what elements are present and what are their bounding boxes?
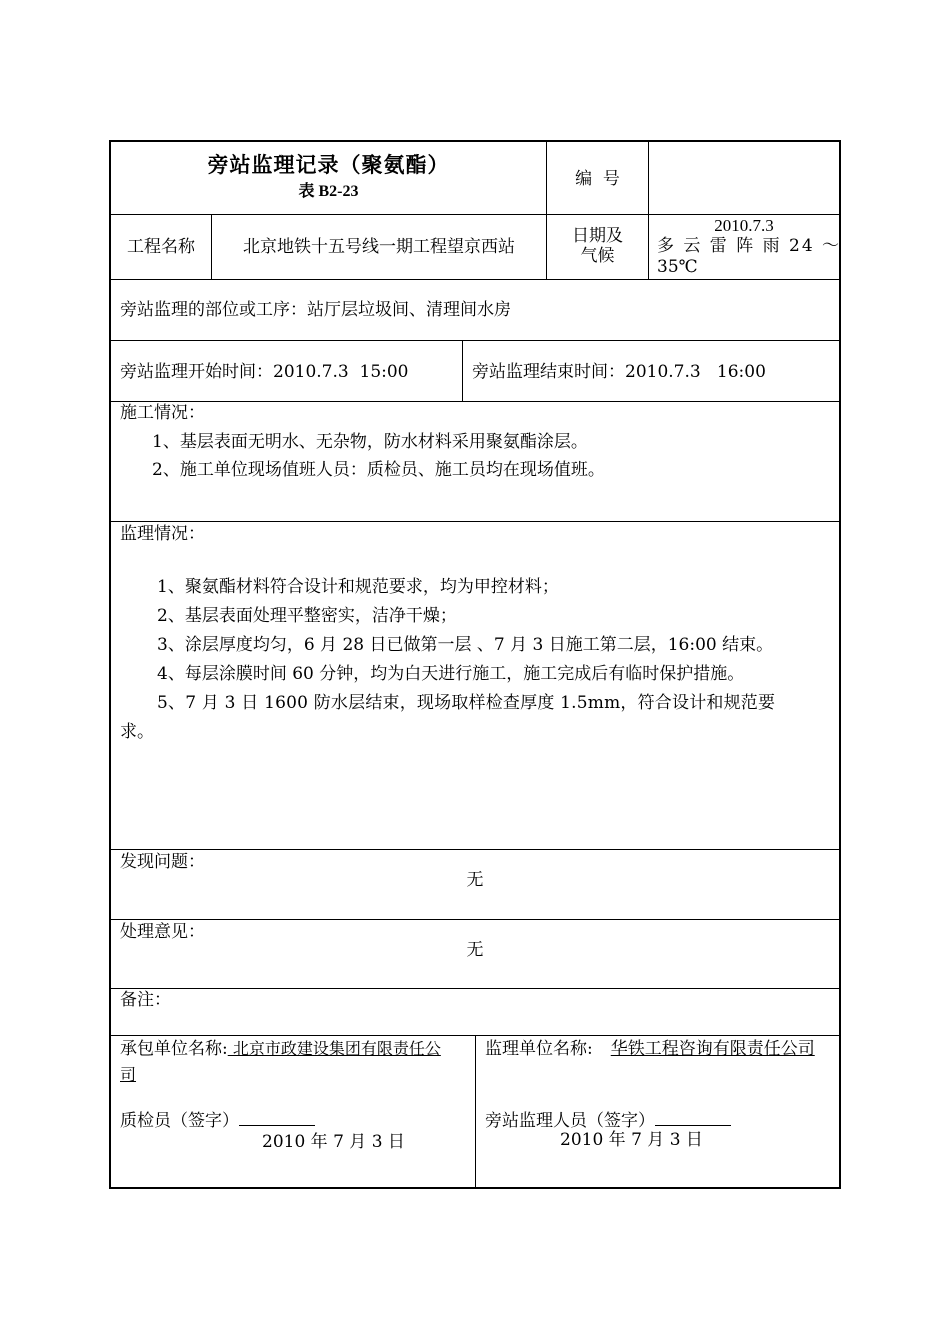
inspector-sign-label: 质检员（签字）: [120, 1111, 239, 1131]
row-divider: [111, 279, 839, 280]
supervisor-label: 监理单位名称:: [485, 1039, 593, 1059]
supervision-item: 5、7 月 3 日 1600 防水层结束，现场取样检查厚度 1.5mm，符合设计和规范要: [157, 693, 776, 713]
supervision-item: 3、涂层厚度均匀，6 月 28 日已做第一层 、7 月 3 日施工第二层，16:00 结束。: [157, 635, 774, 655]
problems-label: 发现问题：: [120, 852, 205, 872]
supervision-location: 旁站监理的部位或工序：站厅层垃圾间、清理间水房: [120, 300, 511, 320]
opinions-label: 处理意见：: [120, 922, 205, 942]
contractor-label: 承包单位名称:: [120, 1039, 228, 1059]
construction-item: 1、基层表面无明水、无杂物，防水材料采用聚氨酯涂层。: [152, 432, 588, 452]
supervision-item: 1、聚氨酯材料符合设计和规范要求，均为甲控材料；: [157, 577, 559, 597]
weather-value: 多 云 雷 阵 雨 24 ～: [657, 236, 842, 256]
signature-line[interactable]: [655, 1109, 731, 1126]
supervision-item: 求。: [120, 722, 154, 742]
contractor-name-cont: 司: [120, 1065, 137, 1084]
supervisor-name: 华铁工程咨询有限责任公司: [610, 1039, 815, 1059]
end-time: 旁站监理结束时间：2010.7.3 16:00: [472, 362, 766, 382]
row-divider: [111, 340, 839, 341]
supervisor-sign-date: 2010 年 7 月 3 日: [560, 1130, 703, 1150]
col-divider: [462, 340, 463, 401]
contractor-name: 北京市政建设集团有限责任公: [227, 1039, 441, 1058]
col-divider: [475, 1035, 476, 1189]
supervision-record-form: [109, 140, 841, 1189]
construction-item: 2、施工单位现场值班人员：质检员、施工员均在现场值班。: [152, 460, 605, 480]
construction-section-label: 施工情况：: [120, 403, 205, 423]
contractor-sign-date: 2010 年 7 月 3 日: [262, 1132, 405, 1152]
signature-line[interactable]: [239, 1109, 315, 1126]
supervision-section-label: 监理情况：: [120, 524, 205, 544]
remarks-label: 备注：: [120, 990, 171, 1010]
problems-value: 无: [466, 870, 484, 890]
number-label: 编 号: [575, 169, 620, 189]
date-weather-label: 日期及: [572, 226, 623, 246]
page-title: 旁站监理记录（聚氨酯）: [207, 152, 450, 177]
project-name-label: 工程名称: [127, 237, 195, 257]
weather-value: 35℃: [657, 257, 698, 277]
form-number: 表 B2-23: [298, 183, 359, 200]
date-weather-label: 气候: [580, 246, 615, 266]
record-date: 2010.7.3: [714, 216, 774, 235]
row-divider: [111, 214, 839, 215]
supervision-item: 4、每层涂膜时间 60 分钟，均为白天进行施工，施工完成后有临时保护措施。: [157, 664, 745, 684]
contractor-name-line: [120, 1037, 472, 1061]
col-divider: [648, 142, 649, 279]
supervision-item: 2、基层表面处理平整密实，洁净干燥；: [157, 606, 457, 626]
project-name-value: 北京地铁十五号线一期工程望京西站: [243, 237, 515, 257]
supervisor-sign-label: 旁站监理人员（签字）: [485, 1111, 655, 1131]
opinions-value: 无: [466, 940, 484, 960]
supervisor-name-line: [485, 1037, 837, 1061]
start-time: 旁站监理开始时间：2010.7.3 15:00: [120, 362, 409, 382]
